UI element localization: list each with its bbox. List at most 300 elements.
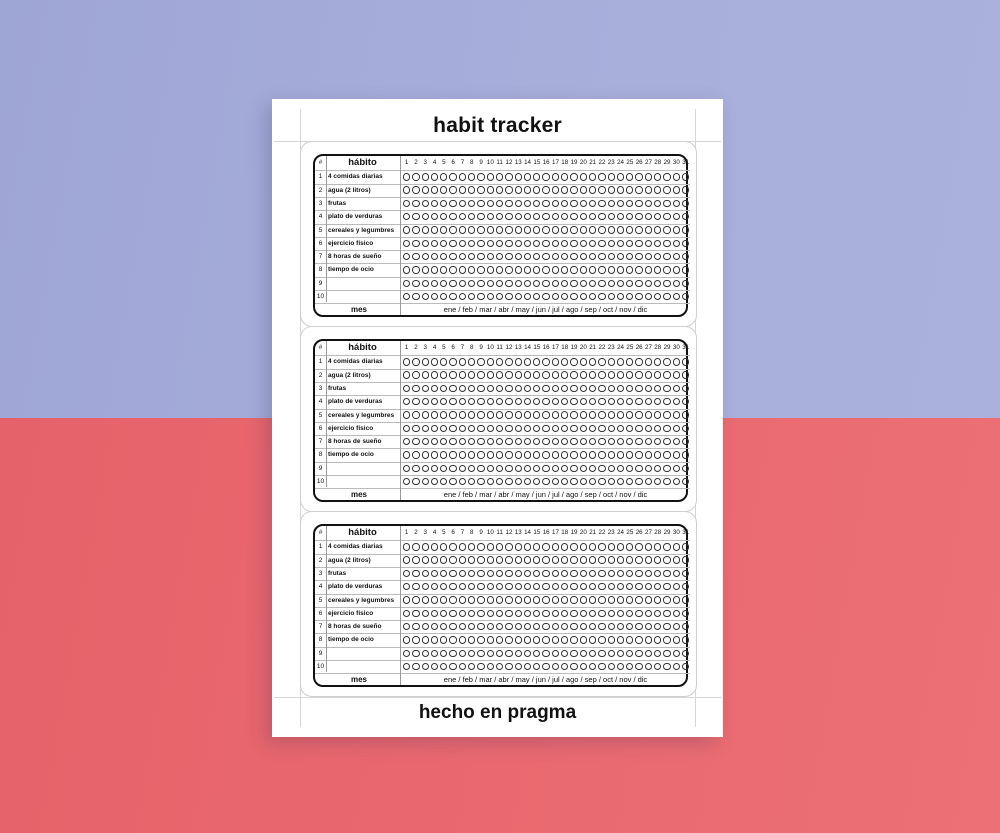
- day-checkbox[interactable]: [645, 650, 652, 657]
- day-checkbox[interactable]: [598, 451, 605, 458]
- day-checkbox[interactable]: [505, 610, 512, 617]
- day-checkbox[interactable]: [580, 385, 587, 392]
- day-checkbox[interactable]: [487, 398, 494, 405]
- day-checkbox[interactable]: [635, 570, 642, 577]
- day-checkbox[interactable]: [561, 385, 568, 392]
- day-checkbox[interactable]: [505, 186, 512, 193]
- day-checkbox[interactable]: [431, 200, 438, 207]
- day-checkbox[interactable]: [468, 173, 475, 180]
- day-checkbox[interactable]: [449, 583, 456, 590]
- day-checkbox[interactable]: [459, 411, 466, 418]
- day-checkbox[interactable]: [412, 636, 419, 643]
- day-checkbox[interactable]: [440, 438, 447, 445]
- day-checkbox[interactable]: [422, 663, 429, 670]
- day-checkbox[interactable]: [412, 186, 419, 193]
- day-checkbox[interactable]: [570, 266, 577, 273]
- day-checkbox[interactable]: [598, 438, 605, 445]
- day-checkbox[interactable]: [673, 358, 680, 365]
- day-checkbox[interactable]: [477, 543, 484, 550]
- day-checkbox[interactable]: [673, 583, 680, 590]
- day-checkbox[interactable]: [403, 213, 410, 220]
- day-checkbox[interactable]: [431, 451, 438, 458]
- day-checkbox[interactable]: [515, 173, 522, 180]
- day-checkbox[interactable]: [589, 240, 596, 247]
- day-checkbox[interactable]: [468, 226, 475, 233]
- day-checkbox[interactable]: [440, 398, 447, 405]
- day-checkbox[interactable]: [477, 478, 484, 485]
- day-checkbox[interactable]: [673, 293, 680, 300]
- day-checkbox[interactable]: [505, 398, 512, 405]
- day-checkbox[interactable]: [542, 240, 549, 247]
- day-checkbox[interactable]: [635, 173, 642, 180]
- day-checkbox[interactable]: [580, 650, 587, 657]
- day-checkbox[interactable]: [487, 385, 494, 392]
- day-checkbox[interactable]: [459, 226, 466, 233]
- day-checkbox[interactable]: [422, 173, 429, 180]
- day-checkbox[interactable]: [663, 556, 670, 563]
- day-checkbox[interactable]: [422, 570, 429, 577]
- day-checkbox[interactable]: [422, 583, 429, 590]
- day-checkbox[interactable]: [626, 200, 633, 207]
- day-checkbox[interactable]: [524, 556, 531, 563]
- day-checkbox[interactable]: [477, 293, 484, 300]
- day-checkbox[interactable]: [403, 478, 410, 485]
- day-checkbox[interactable]: [617, 240, 624, 247]
- day-checkbox[interactable]: [542, 623, 549, 630]
- day-checkbox[interactable]: [663, 253, 670, 260]
- day-checkbox[interactable]: [626, 623, 633, 630]
- day-checkbox[interactable]: [598, 610, 605, 617]
- day-checkbox[interactable]: [459, 583, 466, 590]
- day-checkbox[interactable]: [663, 240, 670, 247]
- day-checkbox[interactable]: [496, 266, 503, 273]
- day-checkbox[interactable]: [459, 200, 466, 207]
- day-checkbox[interactable]: [626, 650, 633, 657]
- day-checkbox[interactable]: [533, 385, 540, 392]
- day-checkbox[interactable]: [589, 663, 596, 670]
- day-checkbox[interactable]: [635, 385, 642, 392]
- day-checkbox[interactable]: [422, 186, 429, 193]
- day-checkbox[interactable]: [440, 371, 447, 378]
- day-checkbox[interactable]: [589, 650, 596, 657]
- day-checkbox[interactable]: [673, 240, 680, 247]
- day-checkbox[interactable]: [487, 438, 494, 445]
- day-checkbox[interactable]: [654, 385, 661, 392]
- day-checkbox[interactable]: [515, 371, 522, 378]
- day-checkbox[interactable]: [682, 411, 689, 418]
- day-checkbox[interactable]: [477, 570, 484, 577]
- day-checkbox[interactable]: [645, 465, 652, 472]
- day-checkbox[interactable]: [654, 636, 661, 643]
- day-checkbox[interactable]: [431, 213, 438, 220]
- day-checkbox[interactable]: [645, 213, 652, 220]
- day-checkbox[interactable]: [449, 650, 456, 657]
- day-checkbox[interactable]: [580, 411, 587, 418]
- day-checkbox[interactable]: [580, 556, 587, 563]
- day-checkbox[interactable]: [459, 280, 466, 287]
- day-checkbox[interactable]: [496, 636, 503, 643]
- day-checkbox[interactable]: [561, 425, 568, 432]
- day-checkbox[interactable]: [431, 543, 438, 550]
- day-checkbox[interactable]: [542, 293, 549, 300]
- day-checkbox[interactable]: [505, 358, 512, 365]
- day-checkbox[interactable]: [635, 371, 642, 378]
- day-checkbox[interactable]: [431, 570, 438, 577]
- day-checkbox[interactable]: [403, 570, 410, 577]
- day-checkbox[interactable]: [431, 663, 438, 670]
- day-checkbox[interactable]: [645, 280, 652, 287]
- day-checkbox[interactable]: [440, 583, 447, 590]
- day-checkbox[interactable]: [487, 173, 494, 180]
- day-checkbox[interactable]: [477, 385, 484, 392]
- day-checkbox[interactable]: [673, 200, 680, 207]
- day-checkbox[interactable]: [598, 663, 605, 670]
- day-checkbox[interactable]: [580, 200, 587, 207]
- day-checkbox[interactable]: [635, 200, 642, 207]
- day-checkbox[interactable]: [552, 266, 559, 273]
- day-checkbox[interactable]: [515, 650, 522, 657]
- day-checkbox[interactable]: [673, 398, 680, 405]
- day-checkbox[interactable]: [608, 636, 615, 643]
- day-checkbox[interactable]: [570, 425, 577, 432]
- day-checkbox[interactable]: [412, 253, 419, 260]
- day-checkbox[interactable]: [431, 556, 438, 563]
- day-checkbox[interactable]: [524, 358, 531, 365]
- day-checkbox[interactable]: [663, 650, 670, 657]
- day-checkbox[interactable]: [440, 411, 447, 418]
- day-checkbox[interactable]: [654, 465, 661, 472]
- day-checkbox[interactable]: [635, 186, 642, 193]
- day-checkbox[interactable]: [645, 478, 652, 485]
- day-checkbox[interactable]: [505, 411, 512, 418]
- day-checkbox[interactable]: [570, 663, 577, 670]
- day-checkbox[interactable]: [570, 636, 577, 643]
- day-checkbox[interactable]: [440, 226, 447, 233]
- day-checkbox[interactable]: [682, 425, 689, 432]
- day-checkbox[interactable]: [570, 200, 577, 207]
- day-checkbox[interactable]: [533, 623, 540, 630]
- day-checkbox[interactable]: [561, 371, 568, 378]
- day-checkbox[interactable]: [431, 610, 438, 617]
- day-checkbox[interactable]: [468, 385, 475, 392]
- day-checkbox[interactable]: [403, 173, 410, 180]
- day-checkbox[interactable]: [682, 358, 689, 365]
- day-checkbox[interactable]: [524, 253, 531, 260]
- day-checkbox[interactable]: [635, 280, 642, 287]
- day-checkbox[interactable]: [468, 200, 475, 207]
- day-checkbox[interactable]: [477, 186, 484, 193]
- day-checkbox[interactable]: [552, 411, 559, 418]
- day-checkbox[interactable]: [412, 465, 419, 472]
- day-checkbox[interactable]: [561, 398, 568, 405]
- day-checkbox[interactable]: [477, 610, 484, 617]
- day-checkbox[interactable]: [487, 371, 494, 378]
- day-checkbox[interactable]: [533, 173, 540, 180]
- day-checkbox[interactable]: [505, 556, 512, 563]
- day-checkbox[interactable]: [542, 451, 549, 458]
- day-checkbox[interactable]: [580, 266, 587, 273]
- day-checkbox[interactable]: [459, 213, 466, 220]
- day-checkbox[interactable]: [580, 465, 587, 472]
- day-checkbox[interactable]: [496, 556, 503, 563]
- day-checkbox[interactable]: [645, 398, 652, 405]
- day-checkbox[interactable]: [654, 266, 661, 273]
- day-checkbox[interactable]: [412, 438, 419, 445]
- day-checkbox[interactable]: [422, 610, 429, 617]
- day-checkbox[interactable]: [515, 596, 522, 603]
- day-checkbox[interactable]: [459, 636, 466, 643]
- day-checkbox[interactable]: [449, 266, 456, 273]
- day-checkbox[interactable]: [645, 583, 652, 590]
- day-checkbox[interactable]: [524, 543, 531, 550]
- day-checkbox[interactable]: [635, 226, 642, 233]
- day-checkbox[interactable]: [496, 438, 503, 445]
- day-checkbox[interactable]: [617, 583, 624, 590]
- day-checkbox[interactable]: [542, 266, 549, 273]
- day-checkbox[interactable]: [440, 385, 447, 392]
- day-checkbox[interactable]: [468, 253, 475, 260]
- day-checkbox[interactable]: [403, 583, 410, 590]
- day-checkbox[interactable]: [412, 543, 419, 550]
- day-checkbox[interactable]: [431, 465, 438, 472]
- day-checkbox[interactable]: [663, 451, 670, 458]
- day-checkbox[interactable]: [487, 226, 494, 233]
- day-checkbox[interactable]: [477, 240, 484, 247]
- day-checkbox[interactable]: [654, 371, 661, 378]
- day-checkbox[interactable]: [496, 478, 503, 485]
- day-checkbox[interactable]: [496, 200, 503, 207]
- day-checkbox[interactable]: [477, 253, 484, 260]
- day-checkbox[interactable]: [515, 478, 522, 485]
- day-checkbox[interactable]: [542, 636, 549, 643]
- day-checkbox[interactable]: [431, 398, 438, 405]
- day-checkbox[interactable]: [663, 596, 670, 603]
- day-checkbox[interactable]: [515, 623, 522, 630]
- day-checkbox[interactable]: [487, 240, 494, 247]
- day-checkbox[interactable]: [589, 200, 596, 207]
- day-checkbox[interactable]: [440, 636, 447, 643]
- day-checkbox[interactable]: [524, 385, 531, 392]
- day-checkbox[interactable]: [654, 293, 661, 300]
- day-checkbox[interactable]: [598, 570, 605, 577]
- day-checkbox[interactable]: [617, 596, 624, 603]
- day-checkbox[interactable]: [449, 173, 456, 180]
- day-checkbox[interactable]: [645, 543, 652, 550]
- day-checkbox[interactable]: [552, 596, 559, 603]
- day-checkbox[interactable]: [542, 478, 549, 485]
- day-checkbox[interactable]: [635, 596, 642, 603]
- day-checkbox[interactable]: [505, 240, 512, 247]
- day-checkbox[interactable]: [589, 398, 596, 405]
- day-checkbox[interactable]: [515, 280, 522, 287]
- day-checkbox[interactable]: [422, 266, 429, 273]
- day-checkbox[interactable]: [608, 610, 615, 617]
- day-checkbox[interactable]: [449, 280, 456, 287]
- day-checkbox[interactable]: [468, 186, 475, 193]
- day-checkbox[interactable]: [552, 543, 559, 550]
- day-checkbox[interactable]: [635, 425, 642, 432]
- day-checkbox[interactable]: [440, 425, 447, 432]
- day-checkbox[interactable]: [663, 173, 670, 180]
- day-checkbox[interactable]: [533, 280, 540, 287]
- day-checkbox[interactable]: [645, 570, 652, 577]
- day-checkbox[interactable]: [673, 213, 680, 220]
- day-checkbox[interactable]: [608, 293, 615, 300]
- day-checkbox[interactable]: [515, 293, 522, 300]
- day-checkbox[interactable]: [422, 240, 429, 247]
- day-checkbox[interactable]: [449, 636, 456, 643]
- day-checkbox[interactable]: [570, 596, 577, 603]
- day-checkbox[interactable]: [459, 438, 466, 445]
- day-checkbox[interactable]: [449, 556, 456, 563]
- day-checkbox[interactable]: [431, 280, 438, 287]
- day-checkbox[interactable]: [580, 253, 587, 260]
- day-checkbox[interactable]: [580, 623, 587, 630]
- day-checkbox[interactable]: [459, 385, 466, 392]
- day-checkbox[interactable]: [505, 663, 512, 670]
- day-checkbox[interactable]: [440, 451, 447, 458]
- day-checkbox[interactable]: [663, 226, 670, 233]
- day-checkbox[interactable]: [459, 371, 466, 378]
- day-checkbox[interactable]: [431, 266, 438, 273]
- day-checkbox[interactable]: [542, 543, 549, 550]
- day-checkbox[interactable]: [440, 358, 447, 365]
- day-checkbox[interactable]: [542, 280, 549, 287]
- day-checkbox[interactable]: [589, 226, 596, 233]
- day-checkbox[interactable]: [524, 280, 531, 287]
- day-checkbox[interactable]: [477, 371, 484, 378]
- day-checkbox[interactable]: [431, 650, 438, 657]
- day-checkbox[interactable]: [412, 425, 419, 432]
- day-checkbox[interactable]: [431, 478, 438, 485]
- day-checkbox[interactable]: [570, 173, 577, 180]
- day-checkbox[interactable]: [598, 280, 605, 287]
- day-checkbox[interactable]: [682, 173, 689, 180]
- day-checkbox[interactable]: [496, 253, 503, 260]
- day-checkbox[interactable]: [487, 425, 494, 432]
- day-checkbox[interactable]: [682, 543, 689, 550]
- day-checkbox[interactable]: [496, 583, 503, 590]
- day-checkbox[interactable]: [505, 293, 512, 300]
- day-checkbox[interactable]: [608, 478, 615, 485]
- day-checkbox[interactable]: [589, 293, 596, 300]
- day-checkbox[interactable]: [673, 451, 680, 458]
- day-checkbox[interactable]: [598, 358, 605, 365]
- day-checkbox[interactable]: [403, 425, 410, 432]
- day-checkbox[interactable]: [663, 411, 670, 418]
- day-checkbox[interactable]: [487, 253, 494, 260]
- day-checkbox[interactable]: [412, 371, 419, 378]
- day-checkbox[interactable]: [496, 186, 503, 193]
- day-checkbox[interactable]: [412, 596, 419, 603]
- day-checkbox[interactable]: [459, 596, 466, 603]
- day-checkbox[interactable]: [654, 425, 661, 432]
- day-checkbox[interactable]: [477, 266, 484, 273]
- day-checkbox[interactable]: [459, 570, 466, 577]
- day-checkbox[interactable]: [682, 266, 689, 273]
- day-checkbox[interactable]: [487, 213, 494, 220]
- day-checkbox[interactable]: [505, 371, 512, 378]
- day-checkbox[interactable]: [403, 280, 410, 287]
- day-checkbox[interactable]: [422, 200, 429, 207]
- day-checkbox[interactable]: [570, 226, 577, 233]
- day-checkbox[interactable]: [515, 556, 522, 563]
- day-checkbox[interactable]: [552, 240, 559, 247]
- day-checkbox[interactable]: [496, 543, 503, 550]
- day-checkbox[interactable]: [412, 478, 419, 485]
- day-checkbox[interactable]: [422, 293, 429, 300]
- day-checkbox[interactable]: [589, 451, 596, 458]
- day-checkbox[interactable]: [580, 371, 587, 378]
- day-checkbox[interactable]: [561, 570, 568, 577]
- day-checkbox[interactable]: [505, 650, 512, 657]
- day-checkbox[interactable]: [422, 411, 429, 418]
- day-checkbox[interactable]: [645, 425, 652, 432]
- day-checkbox[interactable]: [403, 293, 410, 300]
- day-checkbox[interactable]: [561, 293, 568, 300]
- day-checkbox[interactable]: [449, 358, 456, 365]
- day-checkbox[interactable]: [496, 358, 503, 365]
- day-checkbox[interactable]: [561, 636, 568, 643]
- day-checkbox[interactable]: [524, 371, 531, 378]
- day-checkbox[interactable]: [635, 411, 642, 418]
- day-checkbox[interactable]: [505, 583, 512, 590]
- day-checkbox[interactable]: [449, 398, 456, 405]
- day-checkbox[interactable]: [608, 385, 615, 392]
- day-checkbox[interactable]: [626, 438, 633, 445]
- day-checkbox[interactable]: [440, 280, 447, 287]
- day-checkbox[interactable]: [645, 451, 652, 458]
- day-checkbox[interactable]: [533, 610, 540, 617]
- day-checkbox[interactable]: [542, 385, 549, 392]
- day-checkbox[interactable]: [422, 425, 429, 432]
- day-checkbox[interactable]: [635, 253, 642, 260]
- day-checkbox[interactable]: [617, 570, 624, 577]
- day-checkbox[interactable]: [645, 186, 652, 193]
- day-checkbox[interactable]: [682, 623, 689, 630]
- day-checkbox[interactable]: [654, 240, 661, 247]
- day-checkbox[interactable]: [570, 398, 577, 405]
- day-checkbox[interactable]: [635, 663, 642, 670]
- day-checkbox[interactable]: [635, 213, 642, 220]
- day-checkbox[interactable]: [422, 623, 429, 630]
- day-checkbox[interactable]: [431, 583, 438, 590]
- day-checkbox[interactable]: [589, 385, 596, 392]
- day-checkbox[interactable]: [524, 266, 531, 273]
- day-checkbox[interactable]: [533, 636, 540, 643]
- day-checkbox[interactable]: [403, 438, 410, 445]
- day-checkbox[interactable]: [673, 556, 680, 563]
- day-checkbox[interactable]: [542, 226, 549, 233]
- day-checkbox[interactable]: [524, 610, 531, 617]
- day-checkbox[interactable]: [580, 570, 587, 577]
- day-checkbox[interactable]: [440, 610, 447, 617]
- day-checkbox[interactable]: [635, 293, 642, 300]
- day-checkbox[interactable]: [608, 411, 615, 418]
- day-checkbox[interactable]: [682, 465, 689, 472]
- day-checkbox[interactable]: [412, 293, 419, 300]
- day-checkbox[interactable]: [654, 610, 661, 617]
- day-checkbox[interactable]: [654, 451, 661, 458]
- day-checkbox[interactable]: [626, 543, 633, 550]
- day-checkbox[interactable]: [580, 663, 587, 670]
- day-checkbox[interactable]: [459, 425, 466, 432]
- day-checkbox[interactable]: [552, 186, 559, 193]
- day-checkbox[interactable]: [608, 650, 615, 657]
- day-checkbox[interactable]: [459, 478, 466, 485]
- day-checkbox[interactable]: [496, 411, 503, 418]
- day-checkbox[interactable]: [533, 438, 540, 445]
